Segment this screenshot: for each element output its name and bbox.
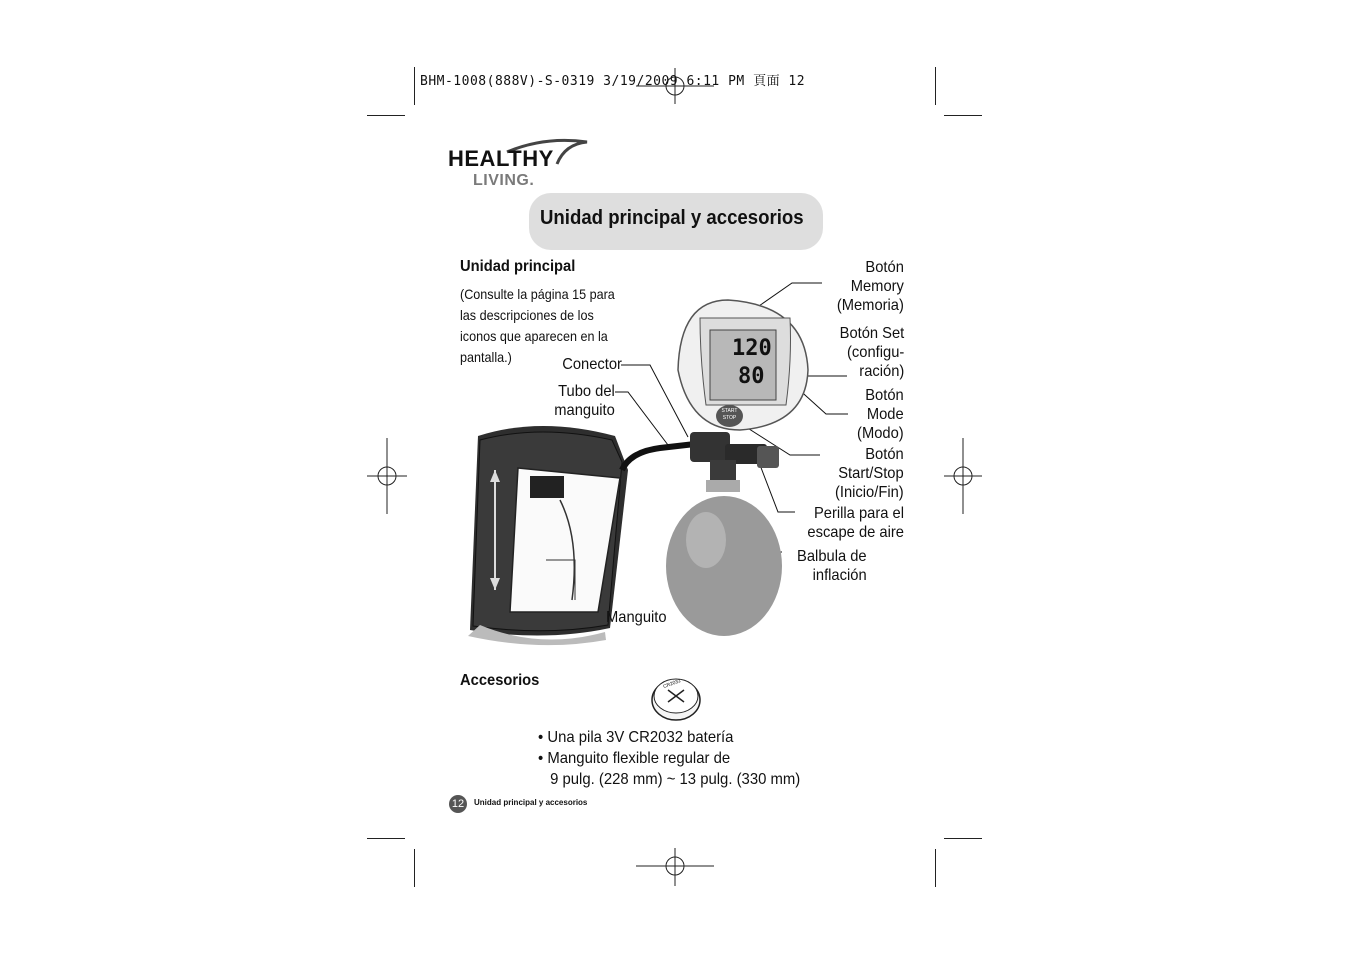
- logo-living: LIVING.: [473, 172, 535, 189]
- footer-text: Unidad principal y accesorios: [474, 798, 588, 807]
- logo-healthy: HEALTHY: [448, 146, 554, 171]
- label-cuff: Manguito: [606, 609, 667, 626]
- label-connector: Conector: [562, 356, 622, 373]
- stop-label: STOP: [722, 415, 737, 421]
- label-start-stop-button: Botón Start/Stop (Inicio/Fin): [835, 446, 904, 501]
- display-sys: 120: [732, 336, 772, 361]
- list-item: • Manguito flexible regular de: [538, 750, 731, 767]
- list-item: 9 pulg. (228 mm) ~ 13 pulg. (330 mm): [550, 771, 801, 788]
- page-number: 12: [449, 795, 467, 813]
- accessories-heading: Accesorios: [460, 672, 540, 689]
- display-dia: 80: [738, 364, 765, 389]
- start-stop-button[interactable]: [716, 405, 743, 427]
- main-unit-note: (Consulte la página 15 para las descripciones de los iconos que aparecen en la pantalla.): [460, 286, 615, 365]
- accessories-list: [538, 727, 800, 790]
- label-mode-button: Botón Mode (Modo): [857, 387, 904, 442]
- list-item: • Una pila 3V CR2032 batería: [538, 729, 734, 746]
- main-unit-heading: Unidad principal: [460, 258, 576, 275]
- label-air-valve: Perilla para el escape de aire: [807, 505, 904, 541]
- label-set-button: Botón Set (configu- ración): [839, 325, 904, 380]
- start-label: START: [721, 408, 738, 414]
- label-memory-button: Botón Memory (Memoria): [836, 259, 904, 314]
- label-cuff-tube: Tubo del manguito: [554, 383, 615, 419]
- print-header: BHM-1008(888V)-S-0319 3/19/2009 6:11 PM 頁面 12: [420, 74, 806, 89]
- page-title: Unidad principal y accesorios: [540, 207, 804, 229]
- battery-label: CR2032: [662, 678, 682, 690]
- label-inflation-bulb: Balbula de inflación: [797, 548, 867, 584]
